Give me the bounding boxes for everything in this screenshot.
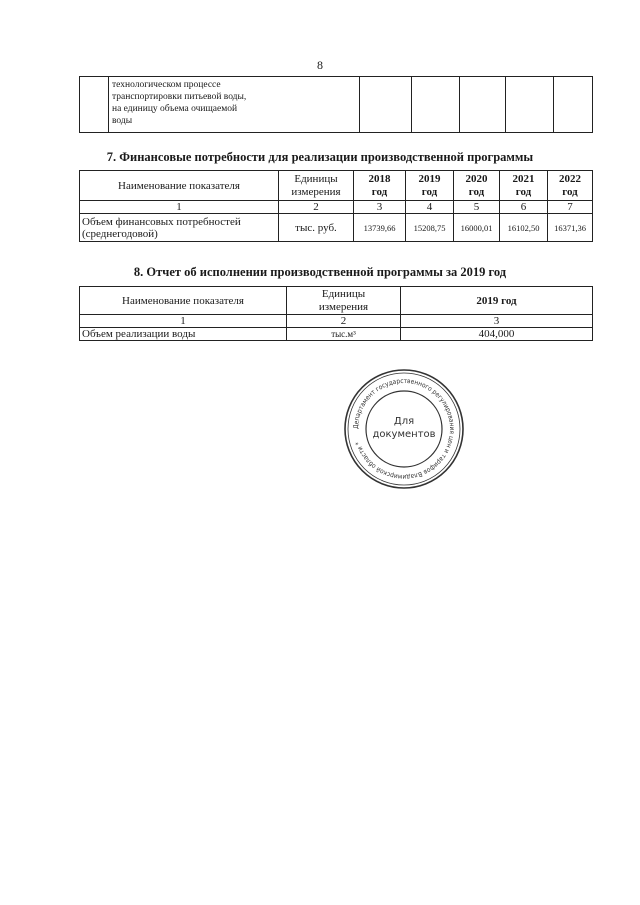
header-year-2022: 2022 год [548, 171, 593, 201]
column-number: 2 [279, 201, 354, 214]
row-value-2022: 16371,36 [548, 214, 593, 242]
section-7-title: 7. Финансовые потребности для реализации производственной программы [106, 150, 534, 164]
stamp-center-text-2: документов [372, 429, 436, 440]
header-year-2021: 2021 год [500, 171, 548, 201]
column-number: 4 [406, 201, 454, 214]
continuation-line: транспортировки питьевой воды, [112, 92, 247, 102]
row-value-2020: 16000,01 [454, 214, 500, 242]
continuation-text-cell [109, 77, 360, 133]
numbering-row [80, 201, 593, 214]
row-value-2021: 16102,50 [500, 214, 548, 242]
column-number: 5 [454, 201, 500, 214]
row-name: Объем финансовых потребностей (среднегодовой) [80, 214, 279, 242]
numbering-row [80, 315, 593, 328]
header-name: Наименование показателя [80, 171, 279, 201]
section-8-title: 8. Отчет об исполнении производственной программы за 2019 год [133, 265, 507, 279]
continuation-line: технологическом процессе [112, 80, 221, 90]
column-number: 3 [401, 315, 593, 328]
column-number: 7 [548, 201, 593, 214]
column-number: 2 [287, 315, 401, 328]
stamp-ring-text: Департамент государственного регулирования цен и тарифов Владимирской области * [351, 376, 457, 482]
column-number: 1 [80, 201, 279, 214]
stamp-center-text-1: Для [393, 416, 415, 427]
row-value-2019: 15208,75 [406, 214, 454, 242]
continuation-table [79, 76, 593, 133]
table-header-row [80, 287, 593, 315]
header-year-2020: 2020 год [454, 171, 500, 201]
header-unit: Единицы измерения [287, 287, 401, 315]
header-unit: Единицы измерения [279, 171, 354, 201]
program-report-table [79, 286, 593, 341]
row-value-2019: 404,000 [401, 328, 593, 341]
row-unit: тыс.м³ [287, 328, 401, 341]
row-name: Объем реализации воды [80, 328, 287, 341]
column-number: 3 [354, 201, 406, 214]
header-year-2019: 2019 год [401, 287, 593, 315]
official-stamp [342, 367, 466, 491]
table-row [80, 214, 593, 242]
header-year-2018: 2018 год [354, 171, 406, 201]
header-name: Наименование показателя [80, 287, 287, 315]
column-number: 6 [500, 201, 548, 214]
column-number: 1 [80, 315, 287, 328]
page-number: 8 [317, 58, 323, 72]
financial-needs-table [79, 170, 593, 242]
continuation-line: на единицу объема очищаемой [112, 104, 238, 114]
continuation-line: воды [112, 116, 133, 126]
table-header-row [80, 171, 593, 201]
row-unit: тыс. руб. [279, 214, 354, 242]
header-year-2019: 2019 год [406, 171, 454, 201]
table-row [80, 328, 593, 341]
row-value-2018: 13739,66 [354, 214, 406, 242]
